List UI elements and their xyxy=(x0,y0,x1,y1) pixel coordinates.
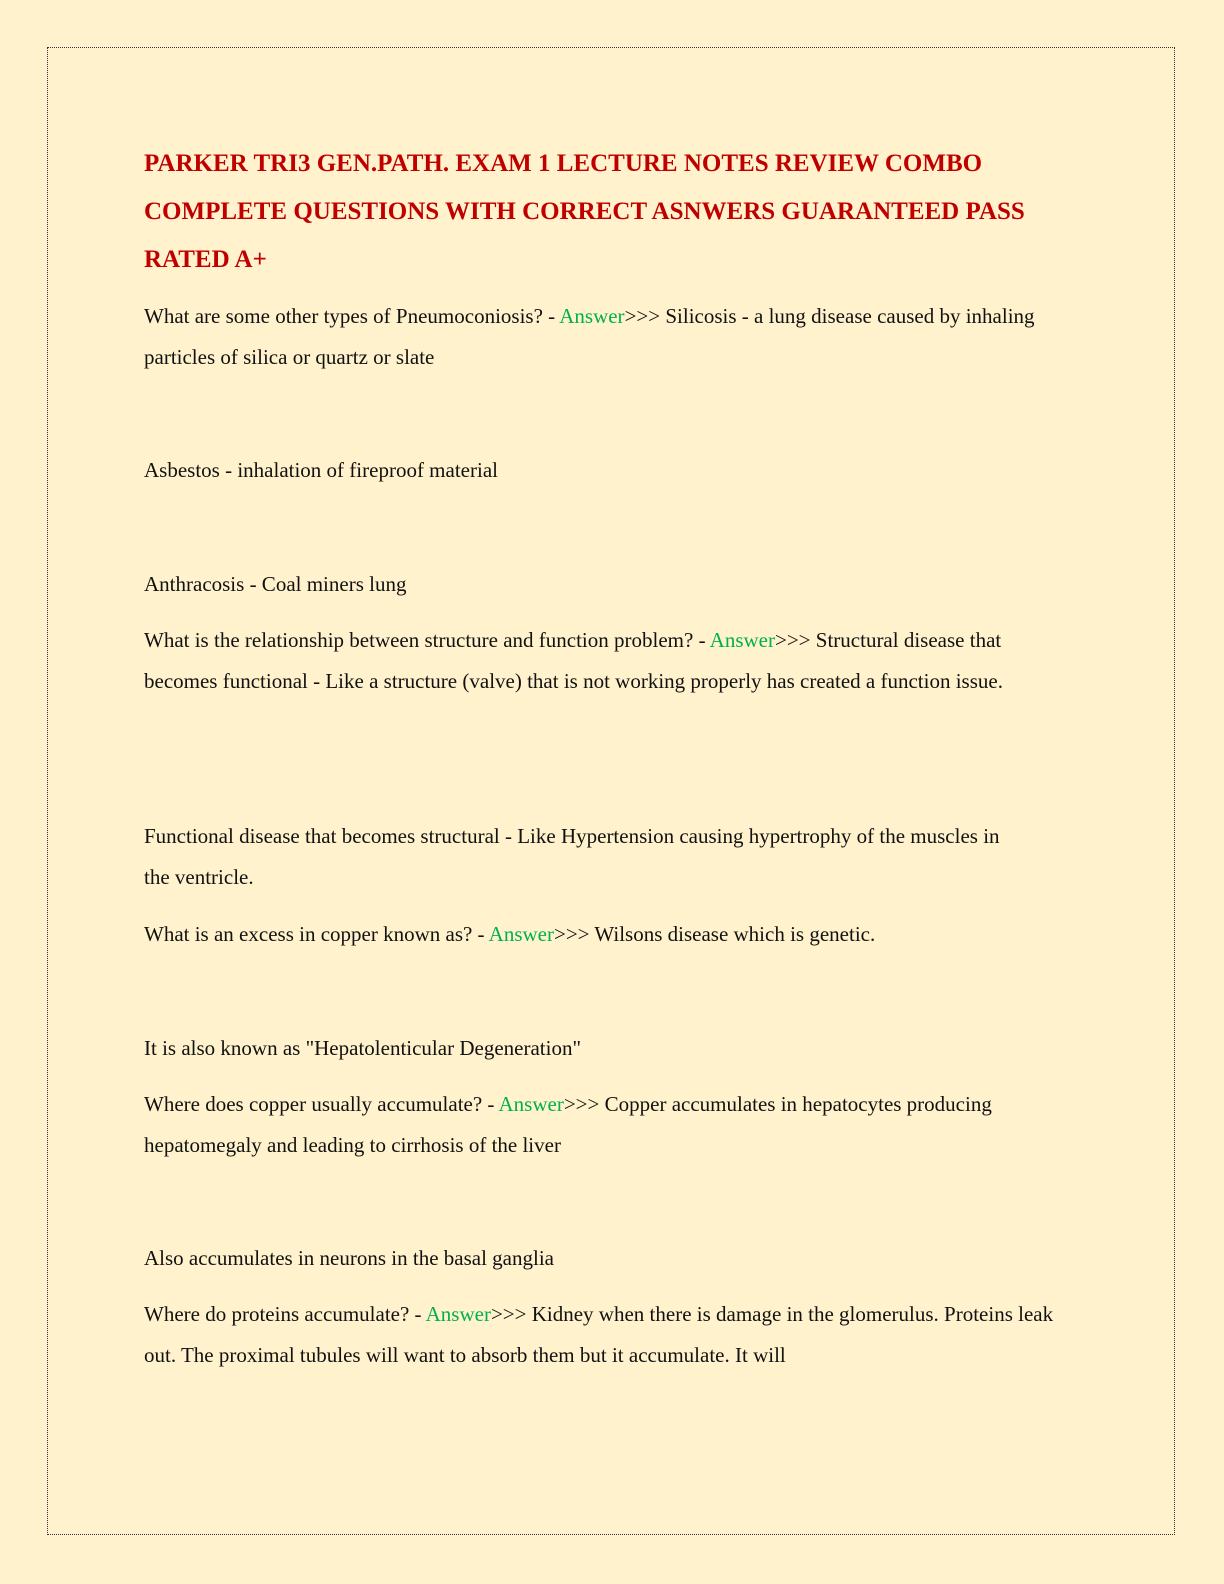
answer-label: Answer xyxy=(425,1302,491,1326)
answer-text: >>> Silicosis - a lung disease caused by inhaling particles of silica or quartz or slate xyxy=(144,304,1035,369)
answer-text: >>> Copper accumulates in hepatocytes producing hepatomegaly and leading to cirrhosis of the liver xyxy=(144,1092,992,1157)
qa-item-copper-excess xyxy=(144,914,1079,955)
answer-text: >>> Wilsons disease which is genetic. xyxy=(553,922,876,946)
qa-item-structure-function xyxy=(144,620,1024,702)
qa-item-protein-accumulation xyxy=(144,1294,1064,1376)
qa-item-pneumoconiosis xyxy=(144,296,1079,378)
note-anthracosis: Anthracosis - Coal miners lung xyxy=(144,572,407,596)
question-text: What is the relationship between structure and function problem? - xyxy=(144,628,710,652)
question-text: Where do proteins accumulate? - xyxy=(144,1302,426,1326)
answer-text: >>> Kidney when there is damage in the glomerulus. Proteins leak out. The proximal tubules will want to absorb them but it accumulate. It will xyxy=(144,1302,1054,1367)
answer-label: Answer xyxy=(498,1092,564,1116)
question-text: What are some other types of Pneumoconiosis? - xyxy=(144,304,560,328)
qa-item-copper-accumulation xyxy=(144,1084,1024,1166)
answer-label: Answer xyxy=(559,304,625,328)
question-text: Where does copper usually accumulate? - xyxy=(144,1092,499,1116)
question-text: What is an excess in copper known as? - xyxy=(144,922,489,946)
answer-label: Answer xyxy=(709,628,775,652)
note-basal-ganglia: Also accumulates in neurons in the basal ganglia xyxy=(144,1246,554,1270)
note-hepatolenticular: It is also known as "Hepatolenticular Degeneration" xyxy=(144,1036,582,1060)
note-functional-disease: Functional disease that becomes structural - Like Hypertension causing hypertrophy of the muscles in the ventricle. xyxy=(144,824,1000,889)
note-asbestos: Asbestos - inhalation of fireproof material xyxy=(144,458,498,482)
document-title: PARKER TRI3 GEN.PATH. EXAM 1 LECTURE NOTES REVIEW COMBO COMPLETE QUESTIONS WITH CORRECT ASNWERS GUARANTEED PASS RATED A+ xyxy=(144,150,1025,273)
answer-label: Answer xyxy=(488,922,554,946)
answer-text: >>> Structural disease that becomes functional - Like a structure (valve) that is not working properly has created a function issue. xyxy=(144,628,1003,693)
